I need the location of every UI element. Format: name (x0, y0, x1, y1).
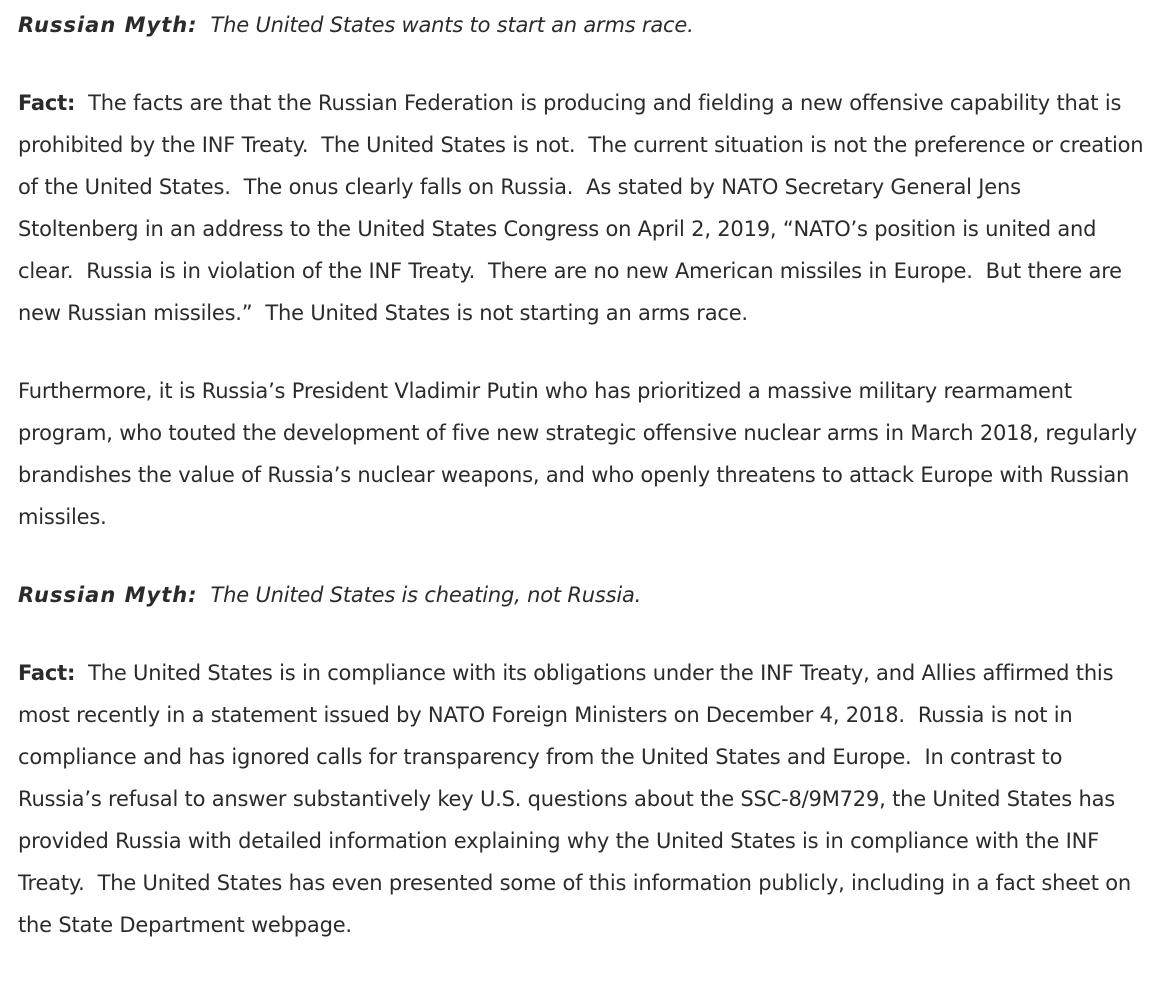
fact-label: Fact: (18, 661, 76, 685)
myth-paragraph (18, 574, 1144, 616)
myth-paragraph (18, 4, 1144, 46)
myth-statement: The United States is cheating, not Russia. (210, 583, 642, 607)
fact-paragraph (18, 82, 1150, 334)
body-paragraph (18, 370, 1144, 538)
myth-label: Russian Myth: (18, 583, 198, 607)
fact-label: Fact: (18, 91, 76, 115)
myth-label: Russian Myth: (18, 13, 198, 37)
fact-statement: The United States is in compliance with its obligations under the INF Treaty, and Allies affirmed this most recently in a statement issued by NATO Foreign Ministers on December 4, 2018. Russia is not in compliance and has ignored calls for transparency from the United States and Europe. In contrast to Russia’s refusal to answer substantively key U.S. questions about the SSC-8/9M729, the United States has provided Russia with detailed information explaining why the United States is in compliance with the INF Treaty. The United States has even presented some of this information publicly, including in a fact sheet on the State Department webpage. (18, 661, 1138, 937)
body-text: Furthermore, it is Russia’s President Vladimir Putin who has prioritized a massive military rearmament program, who touted the development of five new strategic offensive nuclear arms in March 2018, regularly brandishes the value of Russia’s nuclear weapons, and who openly threatens to attack Europe with Russian missiles. (18, 379, 1137, 529)
article-body (18, 4, 1150, 982)
myth-statement: The United States wants to start an arms race. (210, 13, 694, 37)
fact-statement: The facts are that the Russian Federation is producing and fielding a new offensive capability that is prohibited by the INF Treaty. The United States is not. The current situation is not the preference or creation of the United States. The onus clearly falls on Russia. As stated by NATO Secretary General Jens Stoltenberg in an address to the United States Congress on April 2, 2019, “NATO’s position is united and clear. Russia is in violation of the INF Treaty. There are no new American missiles in Europe. But there are new Russian missiles.” The United States is not starting an arms race. (18, 91, 1150, 325)
fact-paragraph (18, 652, 1144, 946)
